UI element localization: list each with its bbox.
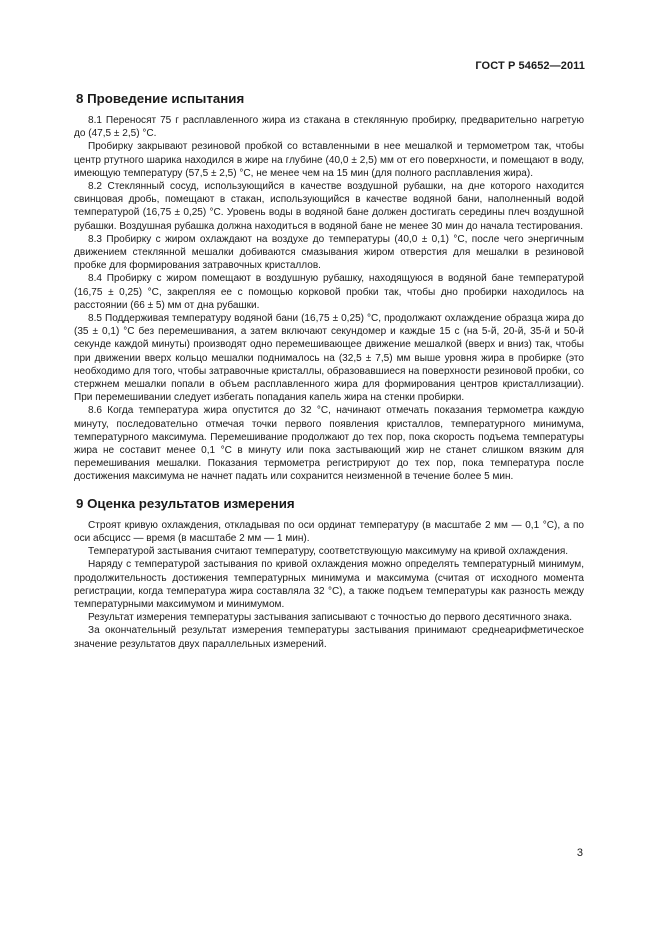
- section-9-paragraph: Наряду с температурой застывания по кривой охлаждения можно определять температурный минимум, продолжительность достижения температурных минимума и максимума (считая от исходного момента регистрации, когда температура жира составляла 32 °С), а также подъем температуры как разность между температурными максимумом и минимумом.: [74, 559, 584, 610]
- section-9-paragraph: Результат измерения температуры застывания записывают с точностью до первого десятичного знака.: [88, 612, 572, 624]
- section-9-paragraph: Строят кривую охлаждения, откладывая по оси ординат температуру (в масштабе 2 мм — 0,1 °С), а по оси абсцисс — время (в масштабе 2 мм — 1 мин).: [74, 519, 584, 544]
- section-9-paragraph: За окончательный результат измерения температуры застывания принимают среднеарифметическое значение результатов двух параллельных измерений.: [74, 625, 584, 650]
- section-9-paragraph: Температурой застывания считают температуру, соответствующую максимуму на кривой охлаждения.: [88, 546, 569, 558]
- section-8-paragraph: 8.2 Стеклянный сосуд, использующийся в качестве воздушной рубашки, на дне которого находится свинцовая дробь, помещают в стакан, использующийся в качестве водяной бани, наполненный водой температурой (16,75 ± 0,25) °С. Уровень воды в водяной бане должен достигать середины плеч воздушной рубашки. Воздушная рубашка должна находиться в водяной бане не менее 30 мин до начала тестирования.: [74, 181, 584, 232]
- section-8-paragraph: 8.1 Переносят 75 г расплавленного жира из стакана в стеклянную пробирку, предварительно нагретую до (47,5 ± 2,5) °С.: [74, 115, 584, 140]
- section-9-title: 9 Оценка результатов измерения: [76, 495, 295, 511]
- section-8-paragraph: 8.3 Пробирку с жиром охлаждают на воздухе до температуры (40,0 ± 0,1) °С, после чего энергичным движением стеклянной мешалки добиваются смазывания жиром отверстия для мешалки в резиновой пробке для формирования затравочных кристаллов.: [74, 233, 584, 272]
- section-8-paragraph: Пробирку закрывают резиновой пробкой со вставленными в нее мешалкой и термометром так, чтобы центр ртутного шарика находился в жире на глубине (40,0 ± 2,5) мм от его поверхности, и помещают в воду, имеющую температуру (57,5 ± 2,5) °С, не менее чем на 15 мин (для полного расплавления жира).: [74, 141, 584, 179]
- page-number: 3: [576, 847, 583, 859]
- document-standard-id: ГОСТ Р 54652—2011: [475, 60, 585, 72]
- section-8-paragraph: 8.5 Поддерживая температуру водяной бани (16,75 ± 0,25) °С, продолжают охлаждение образца жира до (35 ± 0,1) °С без перемешивания, а затем включают секундомер и каждые 15 с (на 5-й, 20-й, 35-й и 50-й секунде каждой минуты) производят одно перемешивающее движение мешалкой (вверх и вниз) так, чтобы при движении вверх кольцо мешалки поднималось на (32,5 ± 7,5) мм выше уровня жира в пробирке (это необходимо для того, чтобы затравочные кристаллы, образовавшиеся на поверхности резиновой пробки, со стержнем мешалки попали в объем расплавленного жира для формирования центров кристаллизации). При перемешивании следует избегать попадания капель жира на стенки пробирки.: [74, 313, 584, 404]
- document-body: [74, 91, 584, 651]
- section-8-paragraph: 8.4 Пробирку с жиром помещают в воздушную рубашку, находящуюся в водяной бане температурой (16,75 ± 0,25) °С, закрепляя ее с помощью корковой пробки так, чтобы дно пробирки находилось на расстоянии (66 ± 5) мм от дна рубашки.: [74, 273, 584, 311]
- section-8-title: 8 Проведение испытания: [76, 91, 245, 106]
- section-8-paragraph: 8.6 Когда температура жира опустится до 32 °С, начинают отмечать показания термометра каждую минуту, последовательно отмечая точки первого появления кристаллов, температурного минимума, температурного максимума. Перемешивание продолжают до тех пор, пока скорость подъема температуры жира не составит менее 0,1 °С в минуту или пока застывающий жир не станет слишком вязким для перемешивания мешалки. Показания термометра регистрируют до тех пор, пока температура после достижения максимума не начнет падать или сохранится неизменной в течение более 5 мин.: [74, 405, 584, 483]
